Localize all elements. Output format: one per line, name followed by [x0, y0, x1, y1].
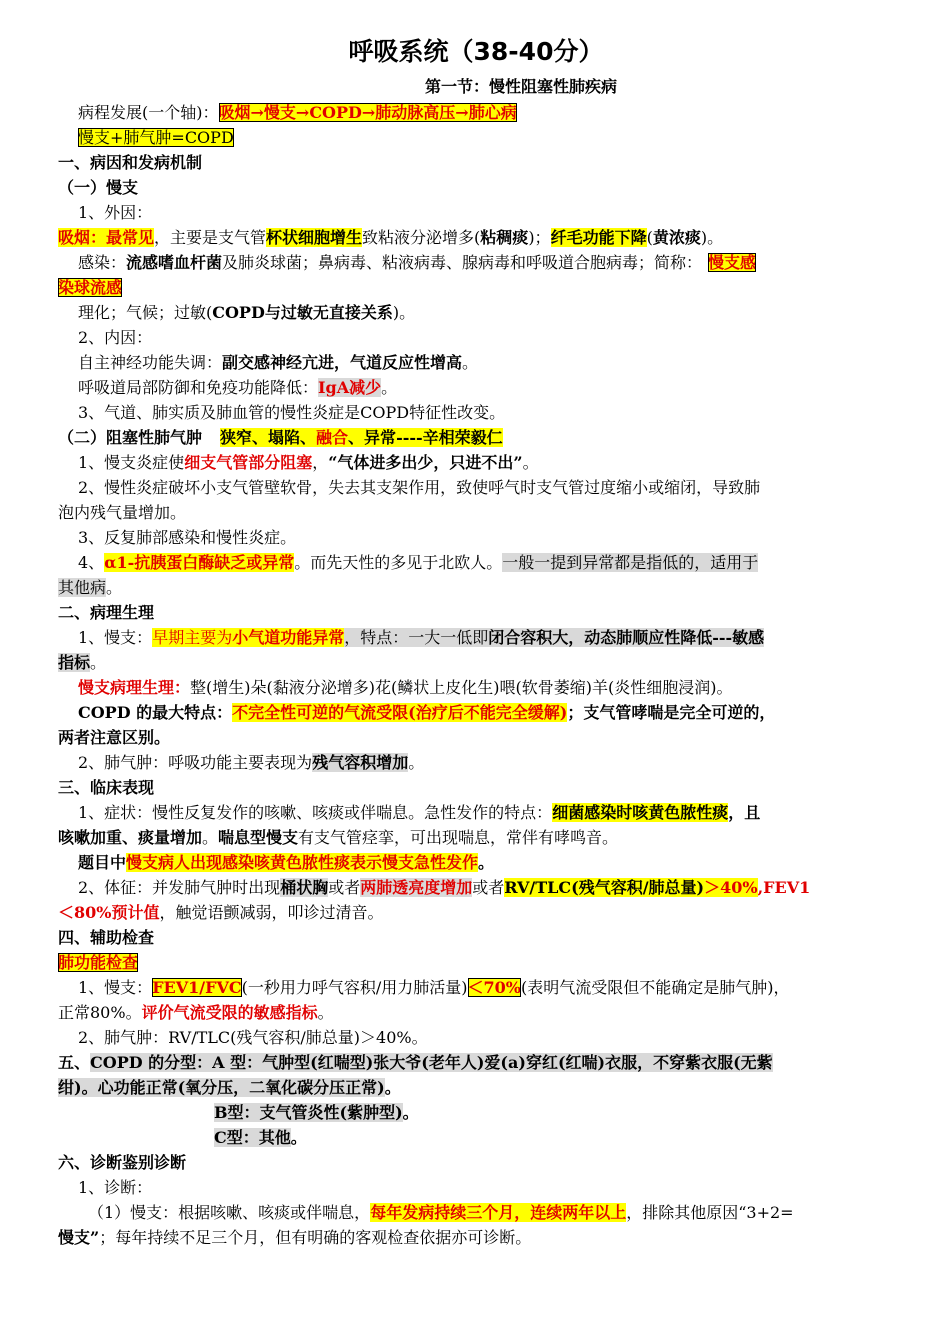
- hl: ---敏感: [712, 628, 765, 647]
- text-line: [58, 1000, 894, 1025]
- hl: 早期主要为: [152, 628, 233, 647]
- text-line: [58, 1125, 894, 1150]
- text: 细支气管部分阻塞: [184, 453, 313, 472]
- text: “气体进多出少，只进不出”: [328, 453, 523, 472]
- text: 致粘液分泌增多(: [362, 228, 481, 247]
- hl: 融合: [316, 428, 349, 447]
- heading-clinical: 三、临床表现: [58, 778, 155, 797]
- text-line: 两者注意区别。: [58, 728, 171, 747]
- axis-chain: 吸烟→慢支→COPD→肺动脉高压→肺心病: [218, 103, 517, 122]
- text: (: [646, 228, 653, 247]
- text: ，: [312, 453, 329, 472]
- text: 。: [402, 1103, 419, 1122]
- text: ；每年持续不足三个月，但有明确的客观检查依据亦可诊断。: [99, 1228, 532, 1247]
- text: 。: [317, 1003, 334, 1022]
- hl: α1-抗胰蛋白酶缺乏或异常: [104, 553, 295, 572]
- text-line: [58, 875, 894, 900]
- text: 粘稠痰: [480, 228, 529, 247]
- hl: ＜70%: [467, 978, 522, 997]
- text: 1、慢支：: [78, 628, 153, 647]
- subheading-emphysema: [58, 425, 894, 450]
- hl: 纤毛功能下降: [550, 228, 647, 247]
- text: 1、慢支炎症使: [78, 453, 185, 472]
- hl: 残气容积增加: [312, 753, 409, 772]
- text: 2、肺气肿：呼吸功能主要表现为: [78, 753, 313, 772]
- text-line: [58, 1100, 894, 1125]
- hl: ＞40%: [704, 878, 758, 897]
- subheading-chronic-bronchitis: （一）慢支: [58, 178, 139, 197]
- text: ,FEV1: [757, 878, 811, 897]
- text: 评价气流受限的敏感指标: [141, 1003, 318, 1022]
- text: 慢支病理生理：: [78, 678, 191, 697]
- hl: 绀)。心功能正常(氧分压，二氧化碳分压正常): [58, 1078, 385, 1097]
- text-line: [58, 250, 894, 275]
- text-line: [58, 300, 894, 325]
- text: 1、慢支：: [78, 978, 153, 997]
- hl: 一般一提到异常都是指低的，适用于: [502, 553, 759, 572]
- text-line: [58, 1075, 894, 1100]
- text-line: [58, 700, 894, 725]
- text-line: 2、内因：: [78, 328, 153, 347]
- formula-line: [58, 125, 894, 150]
- text-line: [58, 950, 894, 975]
- text: ，主要是支气管: [154, 228, 267, 247]
- text: 副交感神经亢进，气道反应性增高: [222, 353, 463, 372]
- text-line: [58, 825, 894, 850]
- section-title: 第一节：慢性阻塞性肺疾病: [424, 77, 617, 96]
- text: COPD 的最大特点：: [78, 703, 233, 722]
- text: COPD与过敏无直接关系: [212, 303, 393, 322]
- text: (一秒用力呼气容积/用力肺活量): [241, 978, 468, 997]
- document-page: [58, 30, 894, 1250]
- heading-etiology: 一、病因和发病机制: [58, 153, 203, 172]
- text: 。: [202, 828, 219, 847]
- text-line: [58, 1225, 894, 1250]
- text: 整(增生)朵(黏液分泌增多)花(鳞状上皮化生)喂(软骨萎缩)羊(炎性细胞浸润)。: [190, 678, 733, 697]
- text-line: [58, 350, 894, 375]
- hl: 狭窄、塌陷、: [220, 428, 317, 447]
- text-line: [58, 625, 894, 650]
- text-line: [58, 900, 894, 925]
- text: 。: [522, 453, 539, 472]
- text: 。: [290, 1128, 307, 1147]
- text: 1、症状：慢性反复发作的咳嗽、咳痰或伴喘息。急性发作的特点：: [78, 803, 553, 822]
- text: （二）阻塞性肺气肿: [58, 428, 203, 447]
- hl: 慢支病人出现感染咳黄色脓性痰表示慢支急性发作: [126, 853, 479, 872]
- text: 五、: [58, 1053, 91, 1072]
- page-title: 呼吸系统（38-40分）: [348, 37, 604, 66]
- text: 咳嗽加重、痰量增加: [58, 828, 203, 847]
- text: 。: [381, 378, 398, 397]
- axis-label: 病程发展(一个轴)：: [78, 103, 219, 122]
- text: (表明气流受限但不能确定是肺气肿)，: [521, 978, 790, 997]
- axis-line: [58, 100, 894, 125]
- hl: 其他病: [58, 578, 107, 597]
- text: 。: [462, 353, 479, 372]
- text: 慢支”: [58, 1228, 100, 1247]
- text-line: 3、反复肺部感染和慢性炎症。: [78, 528, 297, 547]
- text-line: [58, 1050, 894, 1075]
- hl: RV/TLC(残气容积/肺总量): [504, 878, 705, 897]
- text: 。: [106, 578, 123, 597]
- heading-pathophysiology: 二、病理生理: [58, 603, 155, 622]
- hl: 、异常: [348, 428, 397, 447]
- text-line: 1、诊断：: [78, 1178, 153, 1197]
- text: ；支气管哮喘是完全可逆的，: [567, 703, 776, 722]
- text-line: [58, 450, 894, 475]
- text-line: [58, 575, 894, 600]
- hl: 每年发病持续三个月，连续两年以上: [370, 1203, 627, 1222]
- text-line: [58, 225, 894, 250]
- text: 感染：: [78, 253, 127, 272]
- text-line: [58, 1200, 894, 1225]
- text-line: [58, 850, 894, 875]
- text: 理化；气候；过敏(: [78, 303, 213, 322]
- text: 呼吸道局部防御和免疫功能降低：: [78, 378, 319, 397]
- text: )。: [700, 228, 724, 247]
- text: 及肺炎球菌；鼻病毒、粘液病毒、腺病毒和呼吸道合胞病毒；简称：: [222, 253, 703, 272]
- text-line: [58, 550, 894, 575]
- hl: 细菌感染时咳黄色脓性痰: [552, 803, 729, 822]
- heading-diagnosis: 六、诊断鉴别诊断: [58, 1153, 187, 1172]
- text: )。: [392, 303, 416, 322]
- text-line: 2、肺气肿：RV/TLC(残气容积/肺总量)＞40%。: [78, 1028, 428, 1047]
- text: 题目中: [78, 853, 127, 872]
- hl: 肺功能检查: [58, 953, 139, 972]
- text: 。: [478, 853, 495, 872]
- hl: 闭合容积大，动态肺顺应性降低: [488, 628, 713, 647]
- text: 或者: [472, 878, 505, 897]
- hl: B型：支气管炎性(紫肿型): [214, 1103, 403, 1122]
- text: （1）慢支：根据咳嗽、咳痰或伴喘息，: [88, 1203, 371, 1222]
- hl: 染球流感: [58, 278, 123, 297]
- hl: ，特点：一大一低即: [344, 628, 489, 647]
- heading-auxiliary: 四、辅助检查: [58, 928, 155, 947]
- text: 流感嗜血杆菌: [126, 253, 223, 272]
- text: 。: [384, 1078, 401, 1097]
- text: ，排除其他原因“3+2=: [626, 1203, 794, 1222]
- text-line: [58, 275, 894, 300]
- text-line: 2、慢性炎症破坏小支气管壁软骨，失去其支架作用，致使呼气时支气管过度缩小或缩闭，导致肺: [78, 478, 761, 497]
- text: 自主神经功能失调：: [78, 353, 223, 372]
- text: 有支气管痉挛，可出现喘息，常伴有哮鸣音。: [298, 828, 619, 847]
- text: 喘息型慢支: [218, 828, 299, 847]
- text-line: 泡内残气量增加。: [58, 503, 187, 522]
- text: 。而先天性的多见于北欧人。: [294, 553, 503, 572]
- hl: 桶状胸: [280, 878, 329, 897]
- text-line: [58, 975, 894, 1000]
- text: ，触觉语颤减弱，叩诊过清音。: [159, 903, 384, 922]
- hl-smoking: 吸烟：最常见: [58, 228, 155, 247]
- text: 。: [408, 753, 425, 772]
- text: 2、体征：并发肺气肿时出现: [78, 878, 281, 897]
- hl: 小气道功能异常: [232, 628, 345, 647]
- text: ，且: [728, 803, 761, 822]
- text-line: [58, 650, 894, 675]
- formula: 慢支+肺气肿=COPD: [78, 128, 234, 147]
- hl: 不完全性可逆的气流受限(治疗后不能完全缓解): [232, 703, 568, 722]
- hl: FEV1/FVC: [152, 978, 242, 997]
- hl: C型：其他: [214, 1128, 291, 1147]
- hl: IgA减少: [318, 378, 382, 397]
- text: ＜80%预计值: [58, 903, 160, 922]
- text-line: [58, 675, 894, 700]
- text: 。: [90, 653, 107, 672]
- text-line: [58, 750, 894, 775]
- text: 或者: [328, 878, 361, 897]
- external-causes: 1、外因：: [78, 203, 153, 222]
- hl: 杯状细胞增生: [266, 228, 363, 247]
- text-line: 3、气道、肺实质及肺血管的慢性炎症是COPD特征性改变。: [78, 403, 506, 422]
- text: 黄浓痰: [652, 228, 701, 247]
- text-line: [58, 800, 894, 825]
- hl: 慢支感: [708, 253, 757, 272]
- text-line: [58, 375, 894, 400]
- hl: COPD 的分型：A 型：气肿型(红喘型)张大爷(老年人)爱(a)穿红(红喘)衣服，不穿紫衣服(无紫: [90, 1053, 773, 1072]
- hl: 两肺透亮度增加: [360, 878, 473, 897]
- text: 4、: [78, 553, 105, 572]
- text: 正常80%。: [58, 1003, 142, 1022]
- hl: 指标: [58, 653, 91, 672]
- text: )；: [528, 228, 551, 247]
- hl: ----辛相荣毅仁: [396, 428, 503, 447]
